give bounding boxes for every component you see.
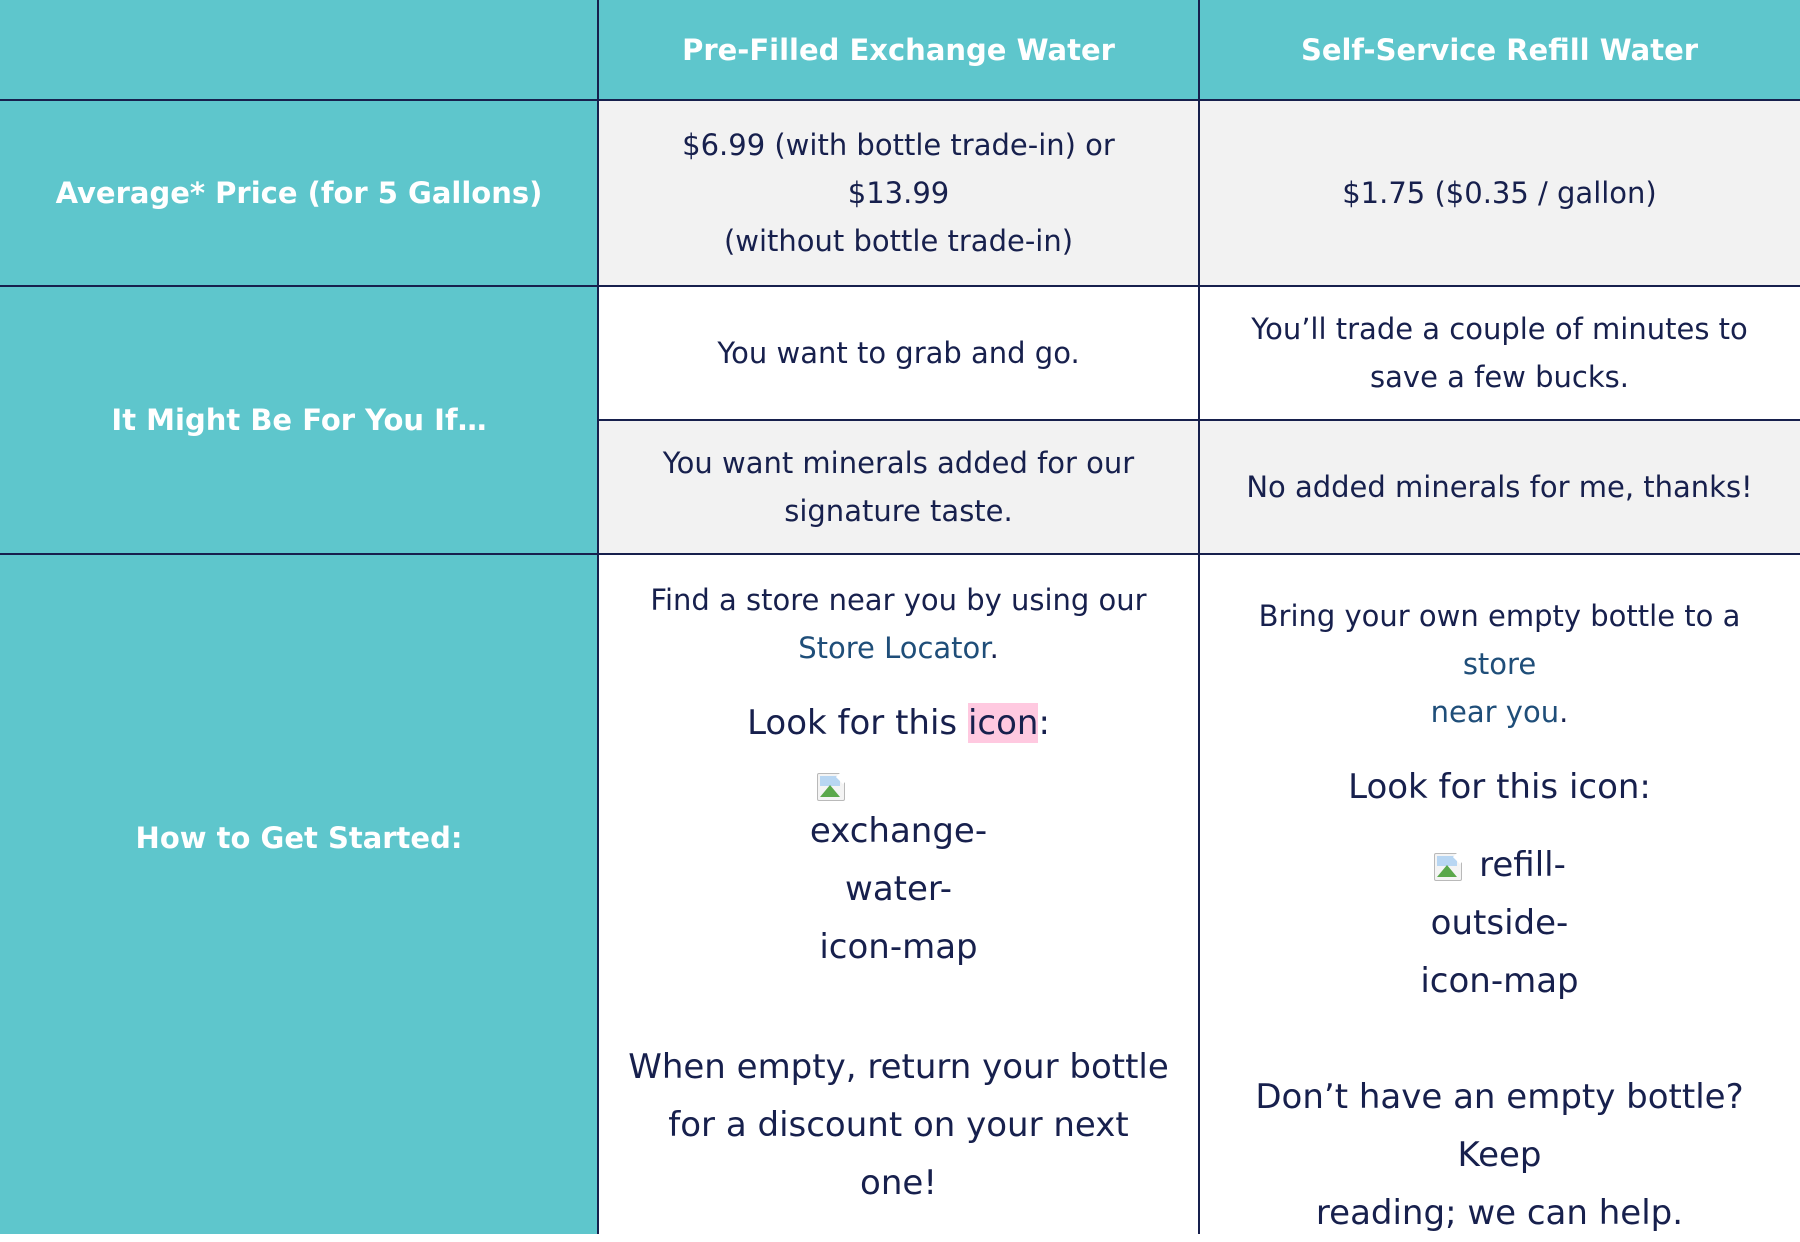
for-you-refill-a-cell (1199, 286, 1800, 420)
for-you-refill-a-line1: You’ll trade a couple of minutes to (1251, 312, 1748, 346)
store-locator-suffix: . (989, 631, 999, 665)
refill-look: Look for this icon: (1348, 767, 1651, 807)
column-divider (1198, 0, 1200, 1234)
exchange-return-line1: When empty, return your bottle (628, 1047, 1169, 1087)
for-you-exchange-a: You want to grab and go. (717, 336, 1080, 370)
exchange-look-prefix: Look for this (747, 703, 968, 743)
price-label: Average* Price (for 5 Gallons) (55, 176, 543, 210)
exchange-water-icon-map (810, 772, 987, 976)
price-row (0, 100, 1800, 286)
exchange-find-line1: Find a store near you by using our (650, 583, 1147, 617)
get-started-exchange-cell (598, 554, 1199, 1234)
store-near-you-link-1[interactable]: store (1462, 647, 1537, 681)
exchange-icon-alt-2: water- (845, 869, 952, 909)
refill-dont-line1: Don’t have an empty bottle? Keep (1255, 1077, 1744, 1175)
for-you-label-cell (0, 286, 598, 554)
column-divider (597, 0, 599, 1234)
exchange-icon-alt-3: icon-map (819, 927, 978, 967)
exchange-return-text (598, 1038, 1199, 1212)
refill-dont-text (1199, 1068, 1800, 1242)
refill-icon-alt-2: outside- (1430, 903, 1569, 943)
refill-bring-line2 (1431, 688, 1569, 736)
for-you-exchange-b-line1: You want minerals added for our (662, 446, 1135, 480)
for-you-exchange-b-line2: signature taste. (784, 494, 1013, 528)
for-you-refill-b: No added minerals for me, thanks! (1246, 470, 1753, 504)
exchange-look-suffix: : (1038, 703, 1050, 743)
get-started-refill-cell (1199, 554, 1800, 1234)
exchange-icon-alt-1: exchange- (809, 811, 988, 851)
row-divider (0, 285, 1800, 287)
refill-dont-line2: reading; we can help. (1315, 1193, 1684, 1233)
for-you-refill-b-cell (1199, 420, 1800, 554)
broken-image-icon (816, 772, 846, 802)
for-you-refill-a-line2: save a few bucks. (1370, 360, 1629, 394)
get-started-row (0, 554, 1800, 1234)
refill-bring-prefix: Bring your own empty bottle to a (1258, 599, 1741, 633)
price-refill-cell (1199, 100, 1800, 286)
header-row (0, 0, 1800, 100)
price-label-cell (0, 100, 598, 286)
refill-bring-suffix: . (1559, 695, 1569, 729)
refill-icon-alt-1-line (1433, 836, 1566, 894)
for-you-label: It Might Be For You If… (111, 403, 487, 437)
refill-icon-alt-3: icon-map (1420, 961, 1579, 1001)
header-refill-cell (1199, 0, 1800, 100)
refill-look-text (1318, 758, 1681, 816)
header-blank-cell (0, 0, 598, 100)
store-locator-link[interactable]: Store Locator (798, 631, 990, 665)
exchange-look-text (717, 694, 1080, 752)
store-near-you-link-2[interactable]: near you (1430, 695, 1560, 729)
get-started-label-cell (0, 554, 598, 1234)
get-started-label: How to Get Started: (135, 821, 463, 855)
exchange-return-line2: for a discount on your next one! (668, 1105, 1129, 1203)
exchange-look-highlight: icon (967, 703, 1039, 743)
refill-bring-line1 (1229, 592, 1770, 688)
price-exchange-line1: $6.99 (with bottle trade-in) or $13.99 (682, 128, 1115, 210)
price-refill: $1.75 ($0.35 / gallon) (1342, 176, 1657, 210)
refill-icon-alt-1: refill- (1479, 845, 1566, 885)
header-refill-title: Self-Service Refill Water (1300, 33, 1699, 67)
refill-outside-icon-map (1420, 836, 1578, 1010)
price-exchange-cell (598, 100, 1199, 286)
for-you-exchange-b-cell (598, 420, 1199, 554)
row-divider (0, 553, 1800, 555)
price-exchange-line2: (without bottle trade-in) (723, 224, 1074, 258)
row-divider (598, 419, 1800, 421)
header-exchange-title: Pre-Filled Exchange Water (682, 33, 1115, 67)
exchange-find-text (620, 576, 1176, 672)
header-exchange-cell (598, 0, 1199, 100)
refill-bring-text (1199, 592, 1800, 736)
broken-image-icon (1433, 852, 1463, 882)
for-you-exchange-a-cell (598, 286, 1199, 420)
exchange-find-line2 (798, 624, 999, 672)
row-divider (0, 99, 1800, 101)
